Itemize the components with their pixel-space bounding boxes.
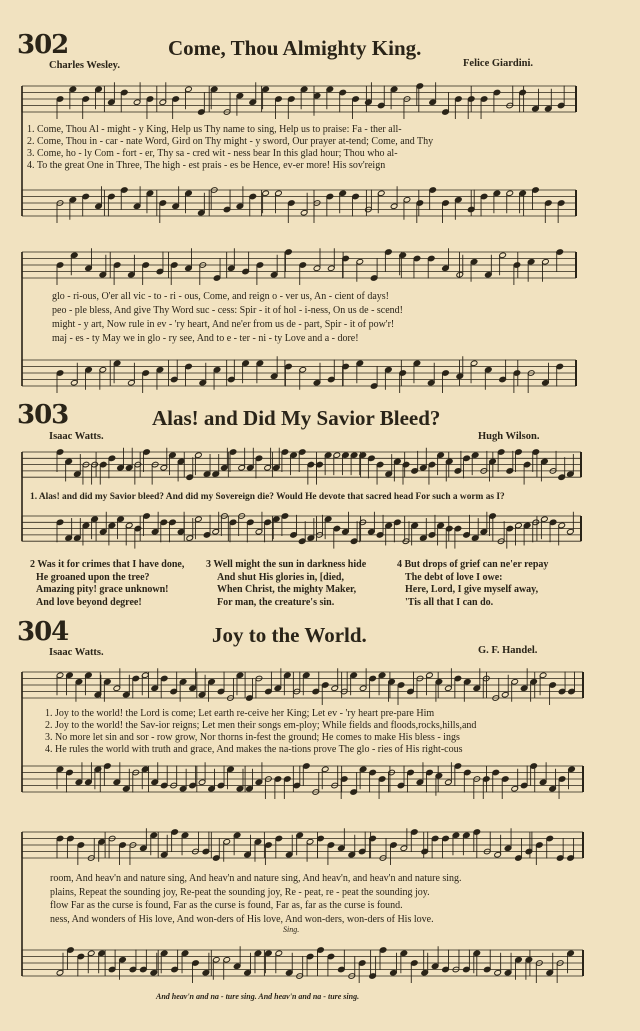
hymn-composer-302: Felice Giardini. [463, 58, 533, 69]
lyric-line: 2. Come, Thou in - car - nate Word, Gird on Thy might - y sword, Our prayer at-tend; Come, and Thy [27, 136, 434, 147]
lyric-line: 3. No more let sin and sor - row grow, Nor thorns in-fest the ground; He comes to make His bless - ings [45, 732, 460, 743]
lyric-line: glo - ri-ous, O'er all vic - to - ri - ous, Come, and reign o - ver us, An - cient of days! [52, 291, 389, 302]
lyric-line: Amazing pity! grace unknown! [36, 584, 169, 595]
hymn-304-bass-words: And heav'n and na - ture sing. And heav'n and na - ture sing. [156, 992, 360, 1001]
lyric-line: 4. To the great One in Three, The high - est prais - es be Hence, ev-er more! His sov'reign [27, 160, 386, 171]
lyric-line: 2. Joy to the world! the Sav-ior reigns; Let men their songs em-ploy; While fields and floods,rocks,hills,and [45, 720, 477, 731]
hymn-number-302: 302 [17, 30, 69, 60]
lyric-line: 3. Come, ho - ly Com - fort - er, Thy sa - cred wit - ness bear In this glad hour; Thou who al- [27, 148, 398, 159]
lyric-line: 4 But drops of grief can ne'er repay [397, 559, 549, 570]
hymn-303-verse-3 [206, 559, 366, 609]
lyric-line: ness, And wonders of His love, And won-ders of His love, And won-ders, won-ders of His love. [50, 913, 434, 925]
hymn-author-304: Isaac Watts. [49, 647, 104, 658]
hymn-303-verse-2 [30, 559, 184, 609]
hymn-author-303: Isaac Watts. [49, 431, 104, 442]
lyric-line: 1. Joy to the world! the Lord is come; Let earth re-ceive her King; Let ev - 'ry heart pre-pare Him [45, 708, 435, 719]
sing-label: Sing. [283, 925, 300, 934]
lyric-line: The debt of love I owe: [405, 571, 503, 583]
lyric-line: When Christ, the mighty Maker, [217, 584, 357, 595]
hymn-304-lyrics-b [50, 872, 462, 926]
lyric-line: And shut His glories in, [died, [217, 571, 344, 583]
hymn-number-303: 303 [17, 400, 69, 430]
hymn-302-lyrics-a [27, 124, 433, 172]
lyric-line: 3 Well might the sun in darkness hide [206, 559, 367, 570]
hymn-composer-304: G. F. Handel. [478, 645, 538, 656]
lyric-line: Here, Lord, I give myself away, [405, 584, 539, 595]
lyric-line: might - y art, Now rule in ev - 'ry heart, And ne'er from us de - part, Spir - it of pow'r! [52, 319, 395, 330]
lyric-line: 4. He rules the world with truth and grace, And makes the na-tions prove The glo - ries of His right-cous [45, 744, 463, 755]
hymn-303-verse-1: 1. Alas! and did my Savior bleed? And did my Sovereign die? Would He devote that sacred head For such a worm as I? [30, 492, 505, 502]
hymn-composer-303: Hugh Wilson. [478, 431, 540, 442]
hymn-author-302: Charles Wesley. [49, 60, 120, 71]
lyric-line: He groaned upon the tree? [36, 571, 150, 583]
lyric-line: plains, Repeat the sounding joy, Re-peat the sounding joy, Re - peat, re - peat the sounding joy. [50, 886, 430, 898]
lyric-line: 'Tis all that I can do. [405, 596, 494, 608]
lyric-line: 2 Was it for crimes that I have done, [30, 559, 185, 570]
hymn-302-lyrics-b [52, 290, 403, 346]
hymn-303-verse-4 [397, 559, 548, 609]
lyric-line: room, And heav'n and nature sing, And heav'n and nature sing, And heav'n, and heav'n and nature sing. [50, 873, 462, 884]
lyric-line: maj - es - ty May we in glo - ry see, And to e - ter - ni - ty Love and a - dore! [52, 333, 359, 344]
hymn-304-lyrics-a [45, 708, 476, 756]
lyric-line: peo - ple bless, And give Thy Word suc - cess: Spir - it of hol - i-ness, On us de - scend! [52, 305, 403, 316]
lyric-line: 1. Come, Thou Al - might - y King, Help us Thy name to sing, Help us to praise: Fa - ther all- [27, 124, 402, 135]
hymn-title-302: Come, Thou Almighty King. [168, 36, 422, 60]
hymn-title-304: Joy to the World. [212, 623, 367, 647]
hymn-title-303: Alas! and Did My Savior Bleed? [152, 406, 441, 430]
lyric-line: And love beyond degree! [36, 596, 142, 608]
lyric-line: For man, the creature's sin. [217, 596, 335, 608]
lyric-line: flow Far as the curse is found, Far as the curse is found, Far as, far as the curse is found. [50, 900, 403, 911]
hymn-number-304: 304 [17, 617, 69, 647]
